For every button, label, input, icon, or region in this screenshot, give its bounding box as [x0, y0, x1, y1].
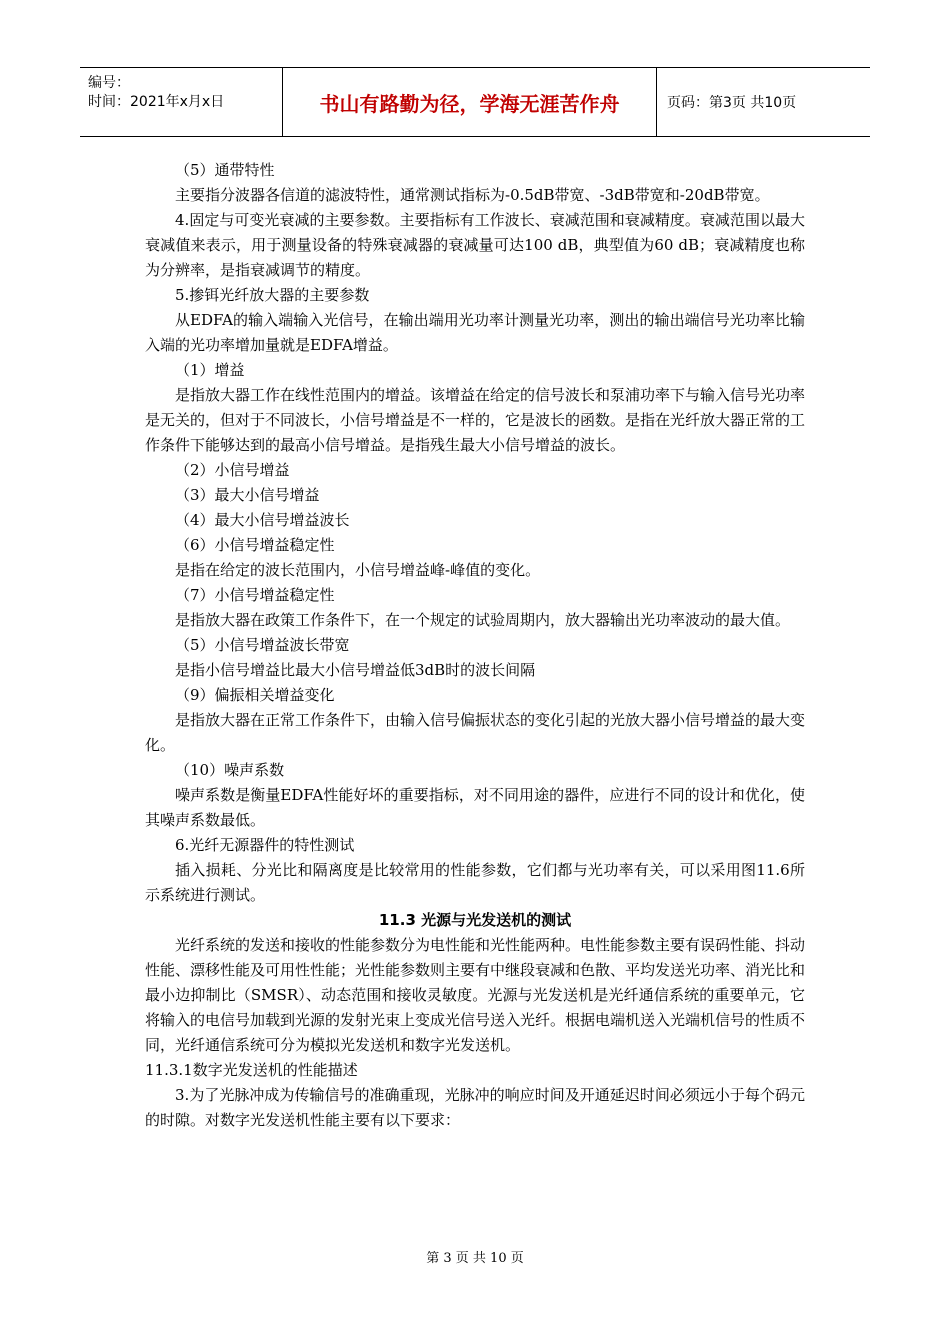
section-heading: 11.3 光源与光发送机的测试 [378, 911, 572, 929]
body-paragraph: （9）偏振相关增益变化 [175, 686, 335, 704]
body-paragraph: 噪声系数是衡量EDFA性能好坏的重要指标，对不同用途的器件，应进行不同的设计和优化，使其噪声系数最低。 [145, 786, 805, 829]
body-paragraph: 主要指分波器各信道的滤波特性，通常测试指标为-0.5dB带宽、-3dB带宽和-20dB带宽。 [175, 186, 770, 204]
page-header [80, 67, 870, 137]
body-paragraph: 光纤系统的发送和接收的性能参数分为电性能和光性能两种。电性能参数主要有误码性能、抖动性能、漂移性能及可用性性能；光性能参数则主要有中继段衰减和色散、平均发送光功率、消光比和最小边抑制比（SMSR）、动态范围和接收灵敏度。光源与光发送机是光纤通信系统的重要单元，它将输入的电信号加载到光源的发射光束上变成光信号送入光纤。根据电端机送入光端机信号的性质不同，光纤通信系统可分为模拟光发送机和数字光发送机。 [145, 936, 806, 1054]
body-paragraph: （10）噪声系数 [175, 761, 285, 779]
body-paragraph: （1）增益 [175, 361, 245, 379]
body-paragraph: 3.为了光脉冲成为传输信号的准确重现，光脉冲的响应时间及开通延迟时间必须远小于每个码元的时隙。对数字光发送机性能主要有以下要求： [145, 1086, 805, 1129]
page-footer: 第 3 页 共 10 页 [426, 1251, 524, 1266]
body-paragraph: 是指放大器在正常工作条件下，由输入信号偏振状态的变化引起的光放大器小信号增益的最大变化。 [145, 711, 806, 754]
body-paragraph: 是指放大器工作在线性范围内的增益。该增益在给定的信号波长和泵浦功率下与输入信号光功率是无关的，但对于不同波长，小信号增益是不一样的，它是波长的函数。是指在光纤放大器正常的工作条件下能够达到的最高小信号增益。是指残生最大小信号增益的波长。 [145, 386, 806, 454]
body-paragraph: 6.光纤无源器件的特性测试 [175, 836, 355, 854]
document-body [145, 158, 805, 1133]
body-paragraph: （5）通带特性 [175, 161, 275, 179]
body-paragraph: （4）最大小信号增益波长 [175, 511, 350, 529]
body-paragraph: 从EDFA的输入端输入光信号，在输出端用光功率计测量光功率，测出的输出端信号光功率比输入端的光功率增加量就是EDFA增益。 [145, 311, 805, 354]
body-paragraph: （7）小信号增益稳定性 [175, 586, 335, 604]
body-paragraph: 5.掺铒光纤放大器的主要参数 [175, 286, 370, 304]
body-paragraph: （3）最大小信号增益 [175, 486, 320, 504]
document-number-label: 编号： [88, 75, 130, 91]
body-paragraph: 4.固定与可变光衰减的主要参数。主要指标有工作波长、衰减范围和衰减精度。衰减范围以最大衰减值来表示，用于测量设备的特殊衰减器的衰减量可达100 dB，典型值为60 dB；衰减精度也称为分辨率，是指衰减调节的精度。 [145, 211, 805, 279]
body-paragraph: （6）小信号增益稳定性 [175, 536, 335, 554]
body-paragraph: 11.3.1数字光发送机的性能描述 [145, 1061, 358, 1079]
header-meta [80, 68, 283, 136]
body-paragraph: 是指放大器在政策工作条件下，在一个规定的试验周期内，放大器输出光功率波动的最大值。 [175, 611, 791, 629]
body-paragraph: 是指在给定的波长范围内，小信号增益峰-峰值的变化。 [175, 561, 541, 579]
header-motto: 书山有路勤为径，学海无涯苦作舟 [283, 68, 657, 136]
document-time-label: 时间：2021年x月x日 [88, 94, 225, 110]
header-page-info: 页码：第3页 共10页 [667, 95, 797, 111]
body-paragraph: 是指小信号增益比最大小信号增益低3dB时的波长间隔 [175, 661, 536, 679]
body-paragraph: 插入损耗、分光比和隔离度是比较常用的性能参数，它们都与光功率有关，可以采用图11.6所示系统进行测试。 [145, 861, 805, 904]
body-paragraph: （5）小信号增益波长带宽 [175, 636, 350, 654]
body-paragraph: （2）小信号增益 [175, 461, 290, 479]
